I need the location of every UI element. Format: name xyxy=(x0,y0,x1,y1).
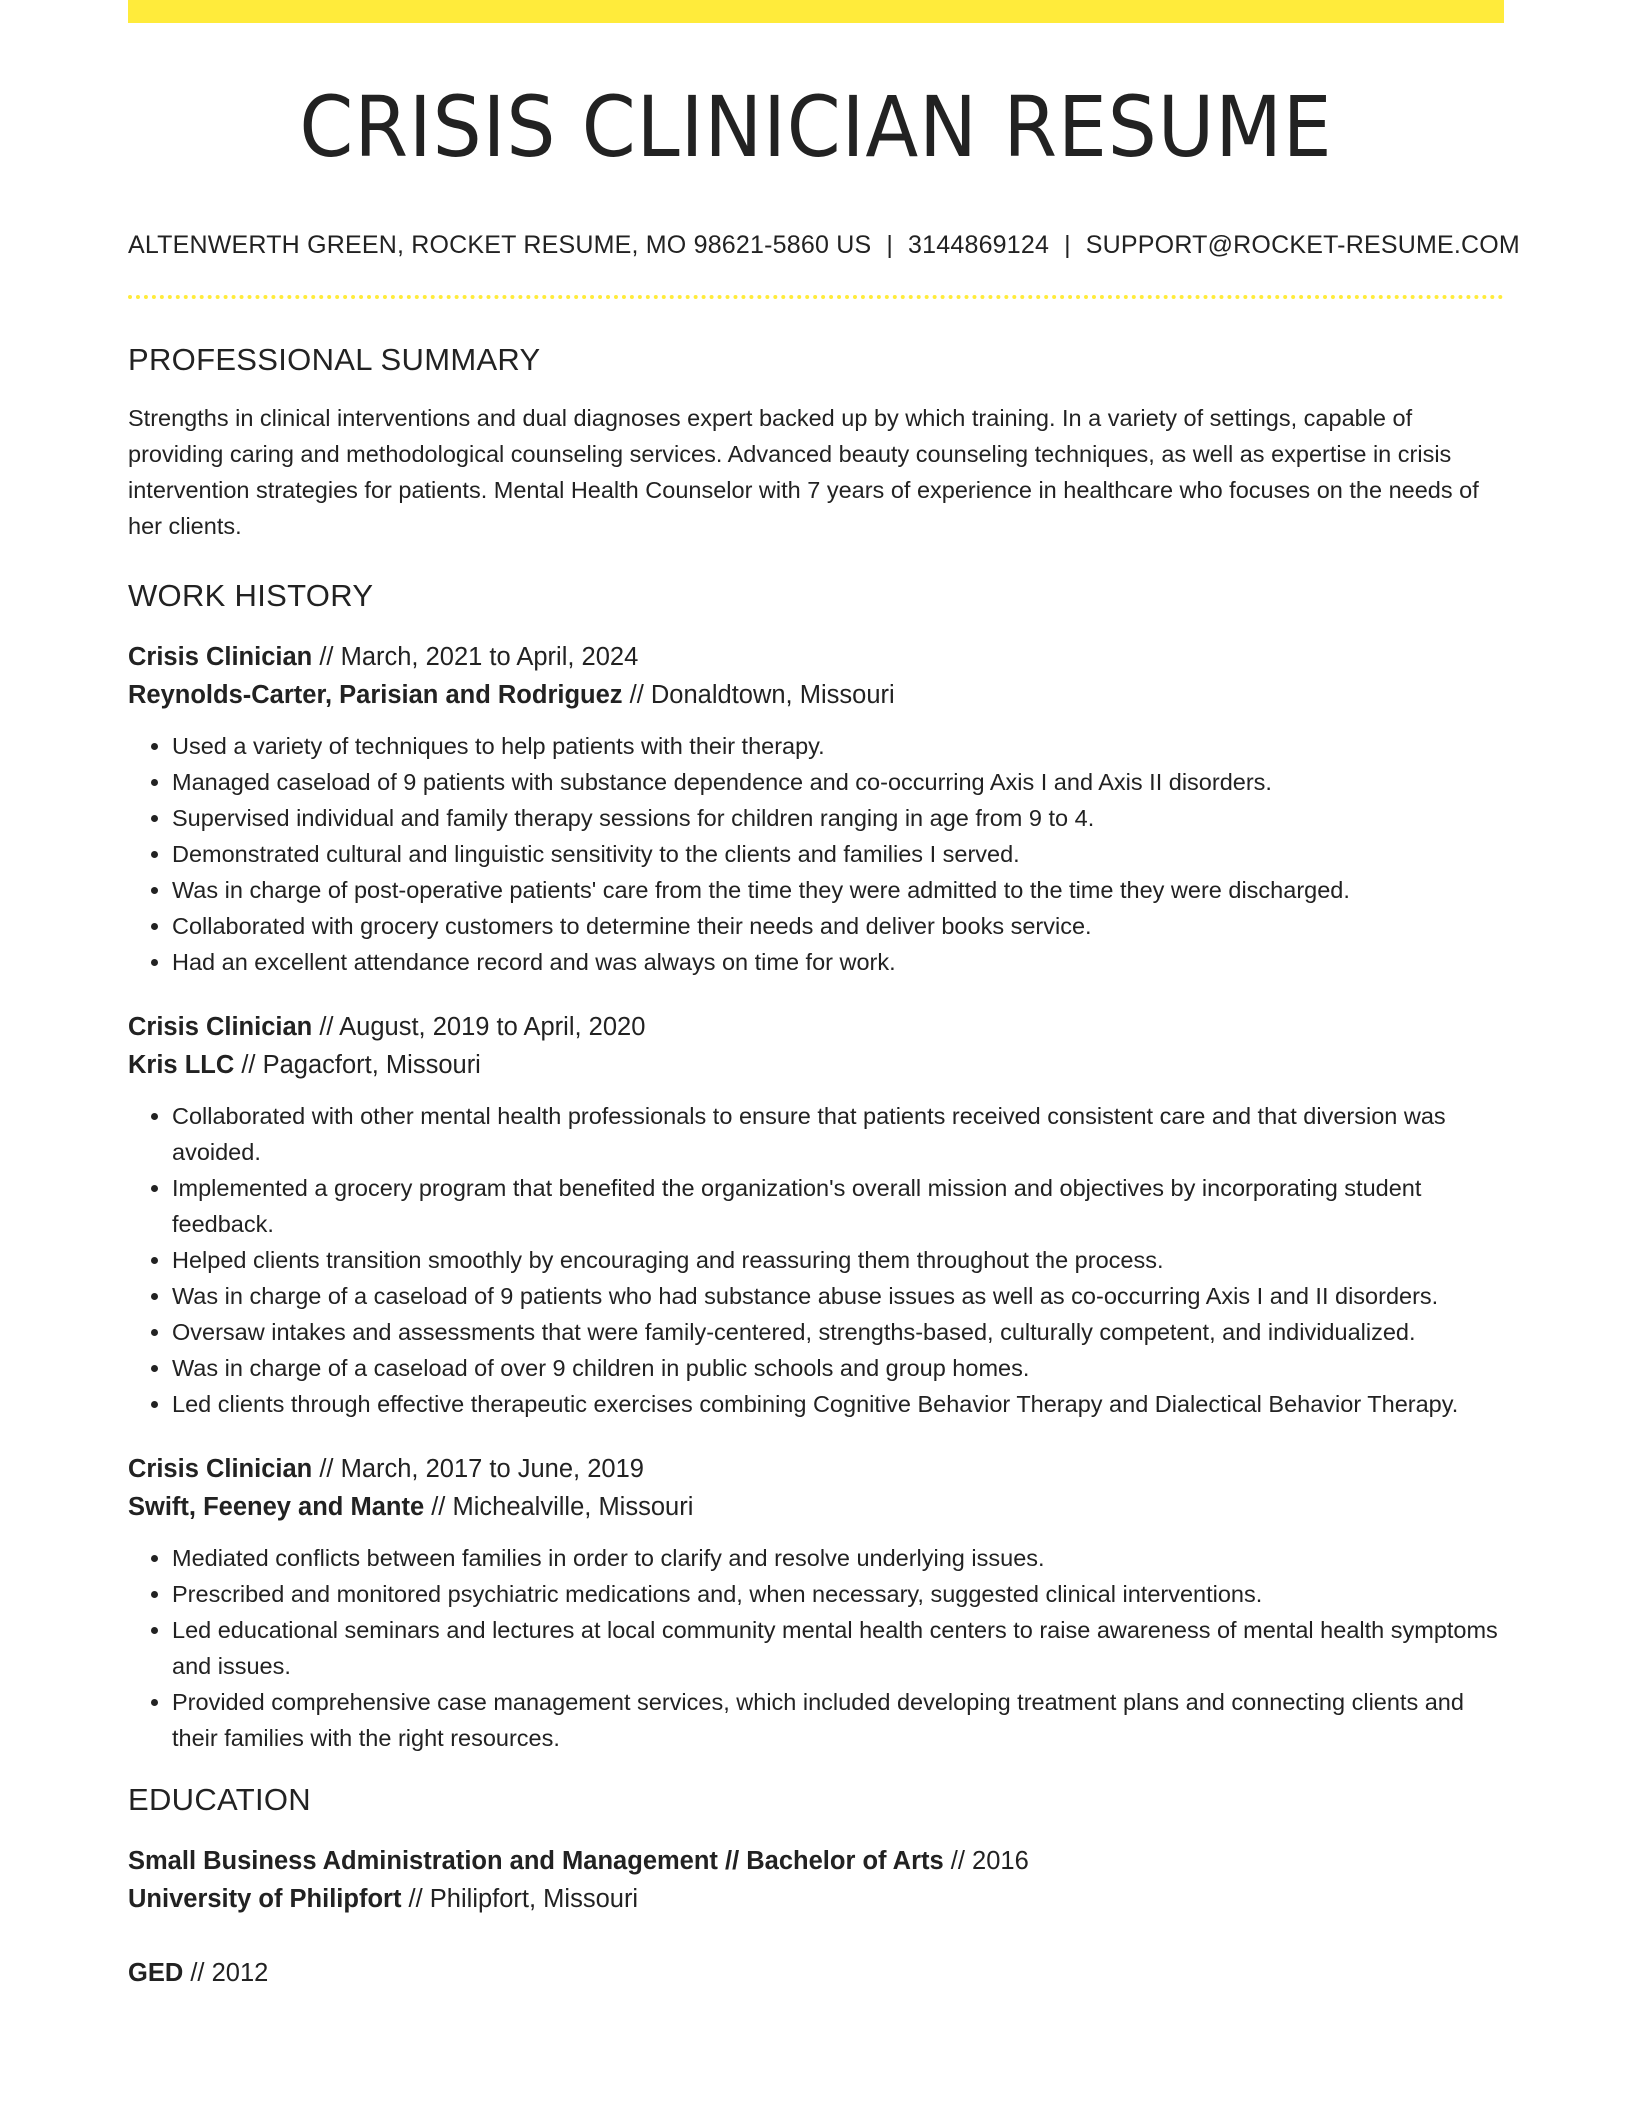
job-location: // Michealville, Missouri xyxy=(424,1493,694,1522)
job-company: Reynolds-Carter, Parisian and Rodriguez xyxy=(128,681,623,710)
list-item: • Managed caseload of 9 patients with substance dependence and co-occurring Axis I and Axis II disorders. xyxy=(172,764,1504,800)
job-company: Swift, Feeney and Mante xyxy=(128,1493,425,1522)
list-item: • Provided comprehensive case management services, which included developing treatment plans and connecting clients and their families with the right resources. xyxy=(172,1684,1504,1756)
list-item: • Supervised individual and family therapy sessions for children ranging in age from 9 to 4. xyxy=(172,800,1504,836)
list-item: • Collaborated with other mental health professionals to ensure that patients received consistent care and that diversion was avoided. xyxy=(172,1098,1504,1170)
job-dates: // March, 2017 to June, 2019 xyxy=(312,1455,644,1484)
contact-separator: | xyxy=(1064,231,1071,260)
job-bullets xyxy=(128,1540,1504,1756)
education-location: // Philipfort, Missouri xyxy=(401,1885,639,1914)
contact-line xyxy=(128,231,1520,260)
contact-address: ALTENWERTH GREEN, ROCKET RESUME, MO 98621-5860 US xyxy=(128,231,872,260)
list-item: • Oversaw intakes and assessments that were family-centered, strengths-based, culturally competent, and individualized. xyxy=(172,1314,1504,1350)
list-item: • Collaborated with grocery customers to determine their needs and deliver books service. xyxy=(172,908,1504,944)
job-bullets xyxy=(128,728,1504,980)
summary-heading: PROFESSIONAL SUMMARY xyxy=(128,342,541,378)
job-title: Crisis Clinician xyxy=(128,1455,313,1484)
job-bullets xyxy=(128,1098,1504,1422)
list-item: • Was in charge of post-operative patients' care from the time they were admitted to the time they were discharged. xyxy=(172,872,1504,908)
education-year: // 2012 xyxy=(183,1959,269,1988)
job-location: // Pagacfort, Missouri xyxy=(234,1051,481,1080)
list-item: • Demonstrated cultural and linguistic sensitivity to the clients and families I served. xyxy=(172,836,1504,872)
job-title-line xyxy=(128,638,1504,676)
contact-email: SUPPORT@ROCKET-RESUME.COM xyxy=(1085,231,1520,260)
list-item: • Prescribed and monitored psychiatric medications and, when necessary, suggested clinical interventions. xyxy=(172,1576,1504,1612)
contact-separator: | xyxy=(886,231,894,260)
list-item: • Had an excellent attendance record and was always on time for work. xyxy=(172,944,1504,980)
list-item: • Implemented a grocery program that benefited the organization's overall mission and objectives by incorporating student feedback. xyxy=(172,1170,1504,1242)
list-item: • Mediated conflicts between families in order to clarify and resolve underlying issues. xyxy=(172,1540,1504,1576)
dotted-divider xyxy=(128,295,1504,299)
list-item: • Was in charge of a caseload of over 9 children in public schools and group homes. xyxy=(172,1350,1504,1386)
job-entry xyxy=(128,1008,1504,1422)
education-school: University of Philipfort xyxy=(128,1885,402,1914)
job-company: Kris LLC xyxy=(128,1051,235,1080)
education-heading: EDUCATION xyxy=(128,1782,311,1818)
education-school-line xyxy=(128,1880,1504,1918)
education-degree-line xyxy=(128,1842,1504,1880)
summary-text: Strengths in clinical interventions and dual diagnoses expert backed up by which training. In a variety of settings, capable of providing caring and methodological counseling services. Advanced beauty counseling techniques, as well as expertise in crisis intervention strategies for patients. Mental Health Counselor with 7 years of experience in healthcare who focuses on the needs of her clients. xyxy=(128,405,1479,540)
education-degree-line xyxy=(128,1954,1504,1992)
list-item: • Was in charge of a caseload of 9 patients who had substance abuse issues as well as co-occurring Axis I and II disorders. xyxy=(172,1278,1504,1314)
list-item: • Used a variety of techniques to help patients with their therapy. xyxy=(172,728,1504,764)
job-dates: // August, 2019 to April, 2020 xyxy=(312,1013,646,1042)
education-degree: GED xyxy=(128,1959,184,1988)
education-year: // 2016 xyxy=(943,1847,1029,1876)
list-item: • Helped clients transition smoothly by encouraging and reassuring them throughout the process. xyxy=(172,1242,1504,1278)
job-company-line xyxy=(128,1488,1504,1526)
job-title: Crisis Clinician xyxy=(128,1013,313,1042)
job-entry xyxy=(128,1450,1504,1756)
work-history-heading: WORK HISTORY xyxy=(128,578,374,614)
list-item: • Led educational seminars and lectures at local community mental health centers to raise awareness of mental health symptoms and issues. xyxy=(172,1612,1504,1684)
job-dates: // March, 2021 to April, 2024 xyxy=(312,643,639,672)
job-title-line xyxy=(128,1008,1504,1046)
contact-phone: 3144869124 xyxy=(908,231,1050,260)
accent-top-bar xyxy=(128,0,1504,23)
job-company-line xyxy=(128,1046,1504,1084)
job-company-line xyxy=(128,676,1504,714)
list-item: • Led clients through effective therapeutic exercises combining Cognitive Behavior Therapy and Dialectical Behavior Therapy. xyxy=(172,1386,1504,1422)
education-entry xyxy=(128,1842,1504,1918)
page-title: CRISIS CLINICIAN RESUME xyxy=(299,78,1333,176)
job-title: Crisis Clinician xyxy=(128,643,313,672)
resume-page xyxy=(128,0,1520,1992)
job-entry xyxy=(128,638,1504,980)
education-entry xyxy=(128,1954,1504,1992)
job-title-line xyxy=(128,1450,1504,1488)
job-location: // Donaldtown, Missouri xyxy=(622,681,895,710)
education-degree: Small Business Administration and Management // Bachelor of Arts xyxy=(128,1847,944,1876)
